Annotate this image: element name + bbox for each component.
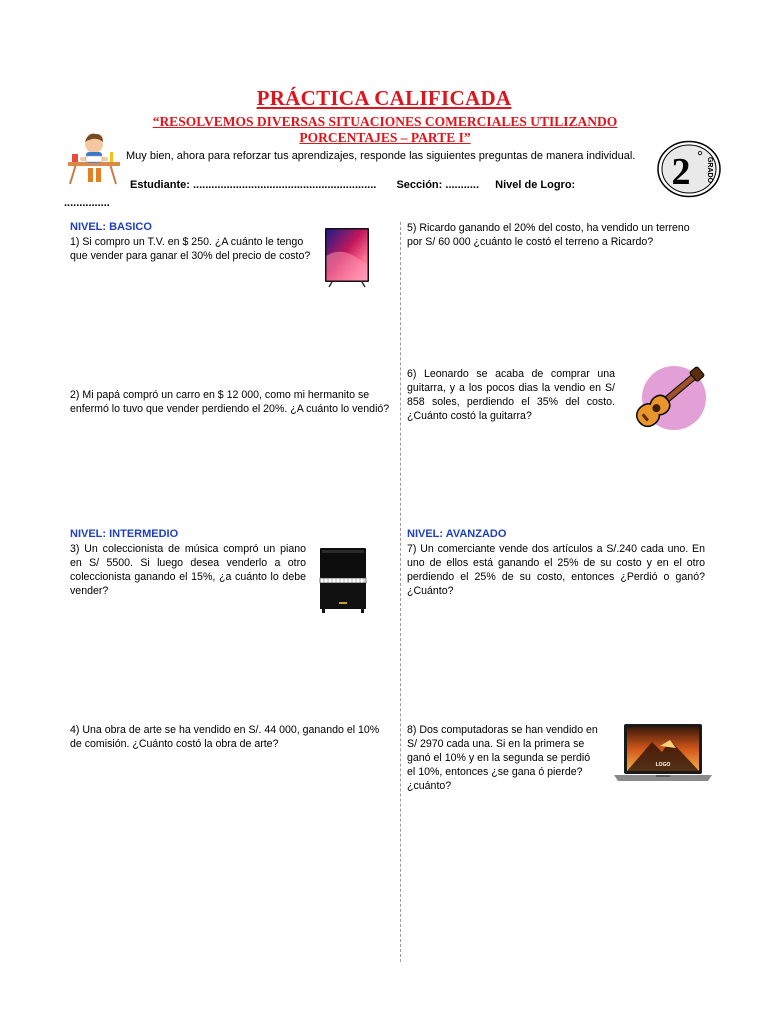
achievement-label: Nivel de Logro: (495, 179, 576, 191)
question-3: 3) Un coleccionista de música compró un piano en S/ 5500. Si luego desea venderlo a otro coleccionista ganando el 15%, ¿a cuánto lo debe vender? (70, 543, 306, 597)
achievement-dots: ............... (64, 197, 110, 209)
question-4 (70, 723, 379, 751)
student-info-line (130, 179, 575, 191)
question-6: 6) Leonardo se acaba de comprar una guitarra, y a los pocos dias la vendio en S/ 858 soles, perdiendo el 35% del costo. ¿Cuánto costó la guitarra? (407, 368, 615, 422)
question-8-line-3: ganó el 10% y en la segunda se perdió (407, 752, 591, 764)
page-title: PRÁCTICA CALIFICADA (256, 86, 512, 110)
question-1 (70, 235, 310, 263)
section-label: Sección: (396, 179, 443, 191)
instructions-text: Muy bien, ahora para reforzar tus aprendizajes, responde las siguientes preguntas de manera individual. (126, 150, 636, 162)
question-4-line-2: de comisión. ¿Cuánto costó la obra de arte? (70, 738, 279, 750)
question-2-line-2: enfermó lo tuvo que vender perdiendo el 20%. ¿A cuánto lo vendió? (70, 403, 390, 415)
level-basic-heading: NIVEL: BASICO (70, 221, 152, 233)
question-8-line-2: S/ 2970 cada una. Si en la primera se (407, 738, 585, 750)
question-7: 7) Un comerciante vende dos artículos a S/.240 cada uno. En uno de ellos está ganando el 25% de su costo y en el otro perdiendo el 25% de su costo, entonces ¿Perdió o ganó? ¿Cuánto? (407, 543, 705, 597)
level-intermediate-heading: NIVEL: INTERMEDIO (70, 528, 179, 540)
student-label: Estudiante: (130, 179, 190, 191)
question-5-line-1: 5) Ricardo ganando el 20% del costo, ha vendido un terreno (407, 222, 690, 234)
question-1-line-2: que vender para ganar el 30% del precio de costo? (70, 250, 311, 262)
subtitle-line-1: “RESOLVEMOS DIVERSAS SITUACIONES COMERCIALES UTILIZANDO (152, 114, 618, 129)
page-subtitle (60, 114, 710, 146)
laptop-image (612, 722, 714, 784)
question-8-line-4: el 10%, entonces ¿se gana ó pierde? (407, 766, 583, 778)
question-8-line-1: 8) Dos computadoras se han vendido en (407, 724, 598, 736)
student-studying-illustration (66, 130, 122, 186)
grade-badge (657, 140, 721, 198)
grade-degree: ° (697, 149, 703, 164)
television-image (324, 226, 370, 288)
question-5-line-2: por S/ 60 000 ¿cuánto le costó el terreno a Ricardo? (407, 236, 654, 248)
question-1-line-1: 1) Si compro un T.V. en $ 250. ¿A cuánto le tengo (70, 236, 304, 248)
section-dots: ........... (445, 179, 480, 191)
question-4-line-1: 4) Una obra de arte se ha vendido en S/. 44 000, ganando el 10% (70, 724, 380, 736)
column-divider (400, 222, 401, 962)
grade-word: GRADO (706, 156, 713, 184)
question-8-line-5: ¿cuánto? (407, 780, 452, 792)
question-2-line-1: 2) Mi papá compró un carro en $ 12 000, como mi hermanito se (70, 389, 370, 401)
subtitle-line-2: PORCENTAJES – PARTE I” (299, 130, 471, 145)
guitar-image (626, 360, 714, 432)
student-dots: ............................................................ (192, 179, 377, 191)
level-advanced-heading: NIVEL: AVANZADO (407, 528, 507, 540)
laptop-logo-text: LOGO (655, 762, 671, 768)
question-8 (407, 723, 598, 793)
piano-image (318, 546, 368, 614)
question-5 (407, 221, 690, 249)
question-2 (70, 388, 389, 416)
grade-number: 2 (671, 151, 691, 193)
